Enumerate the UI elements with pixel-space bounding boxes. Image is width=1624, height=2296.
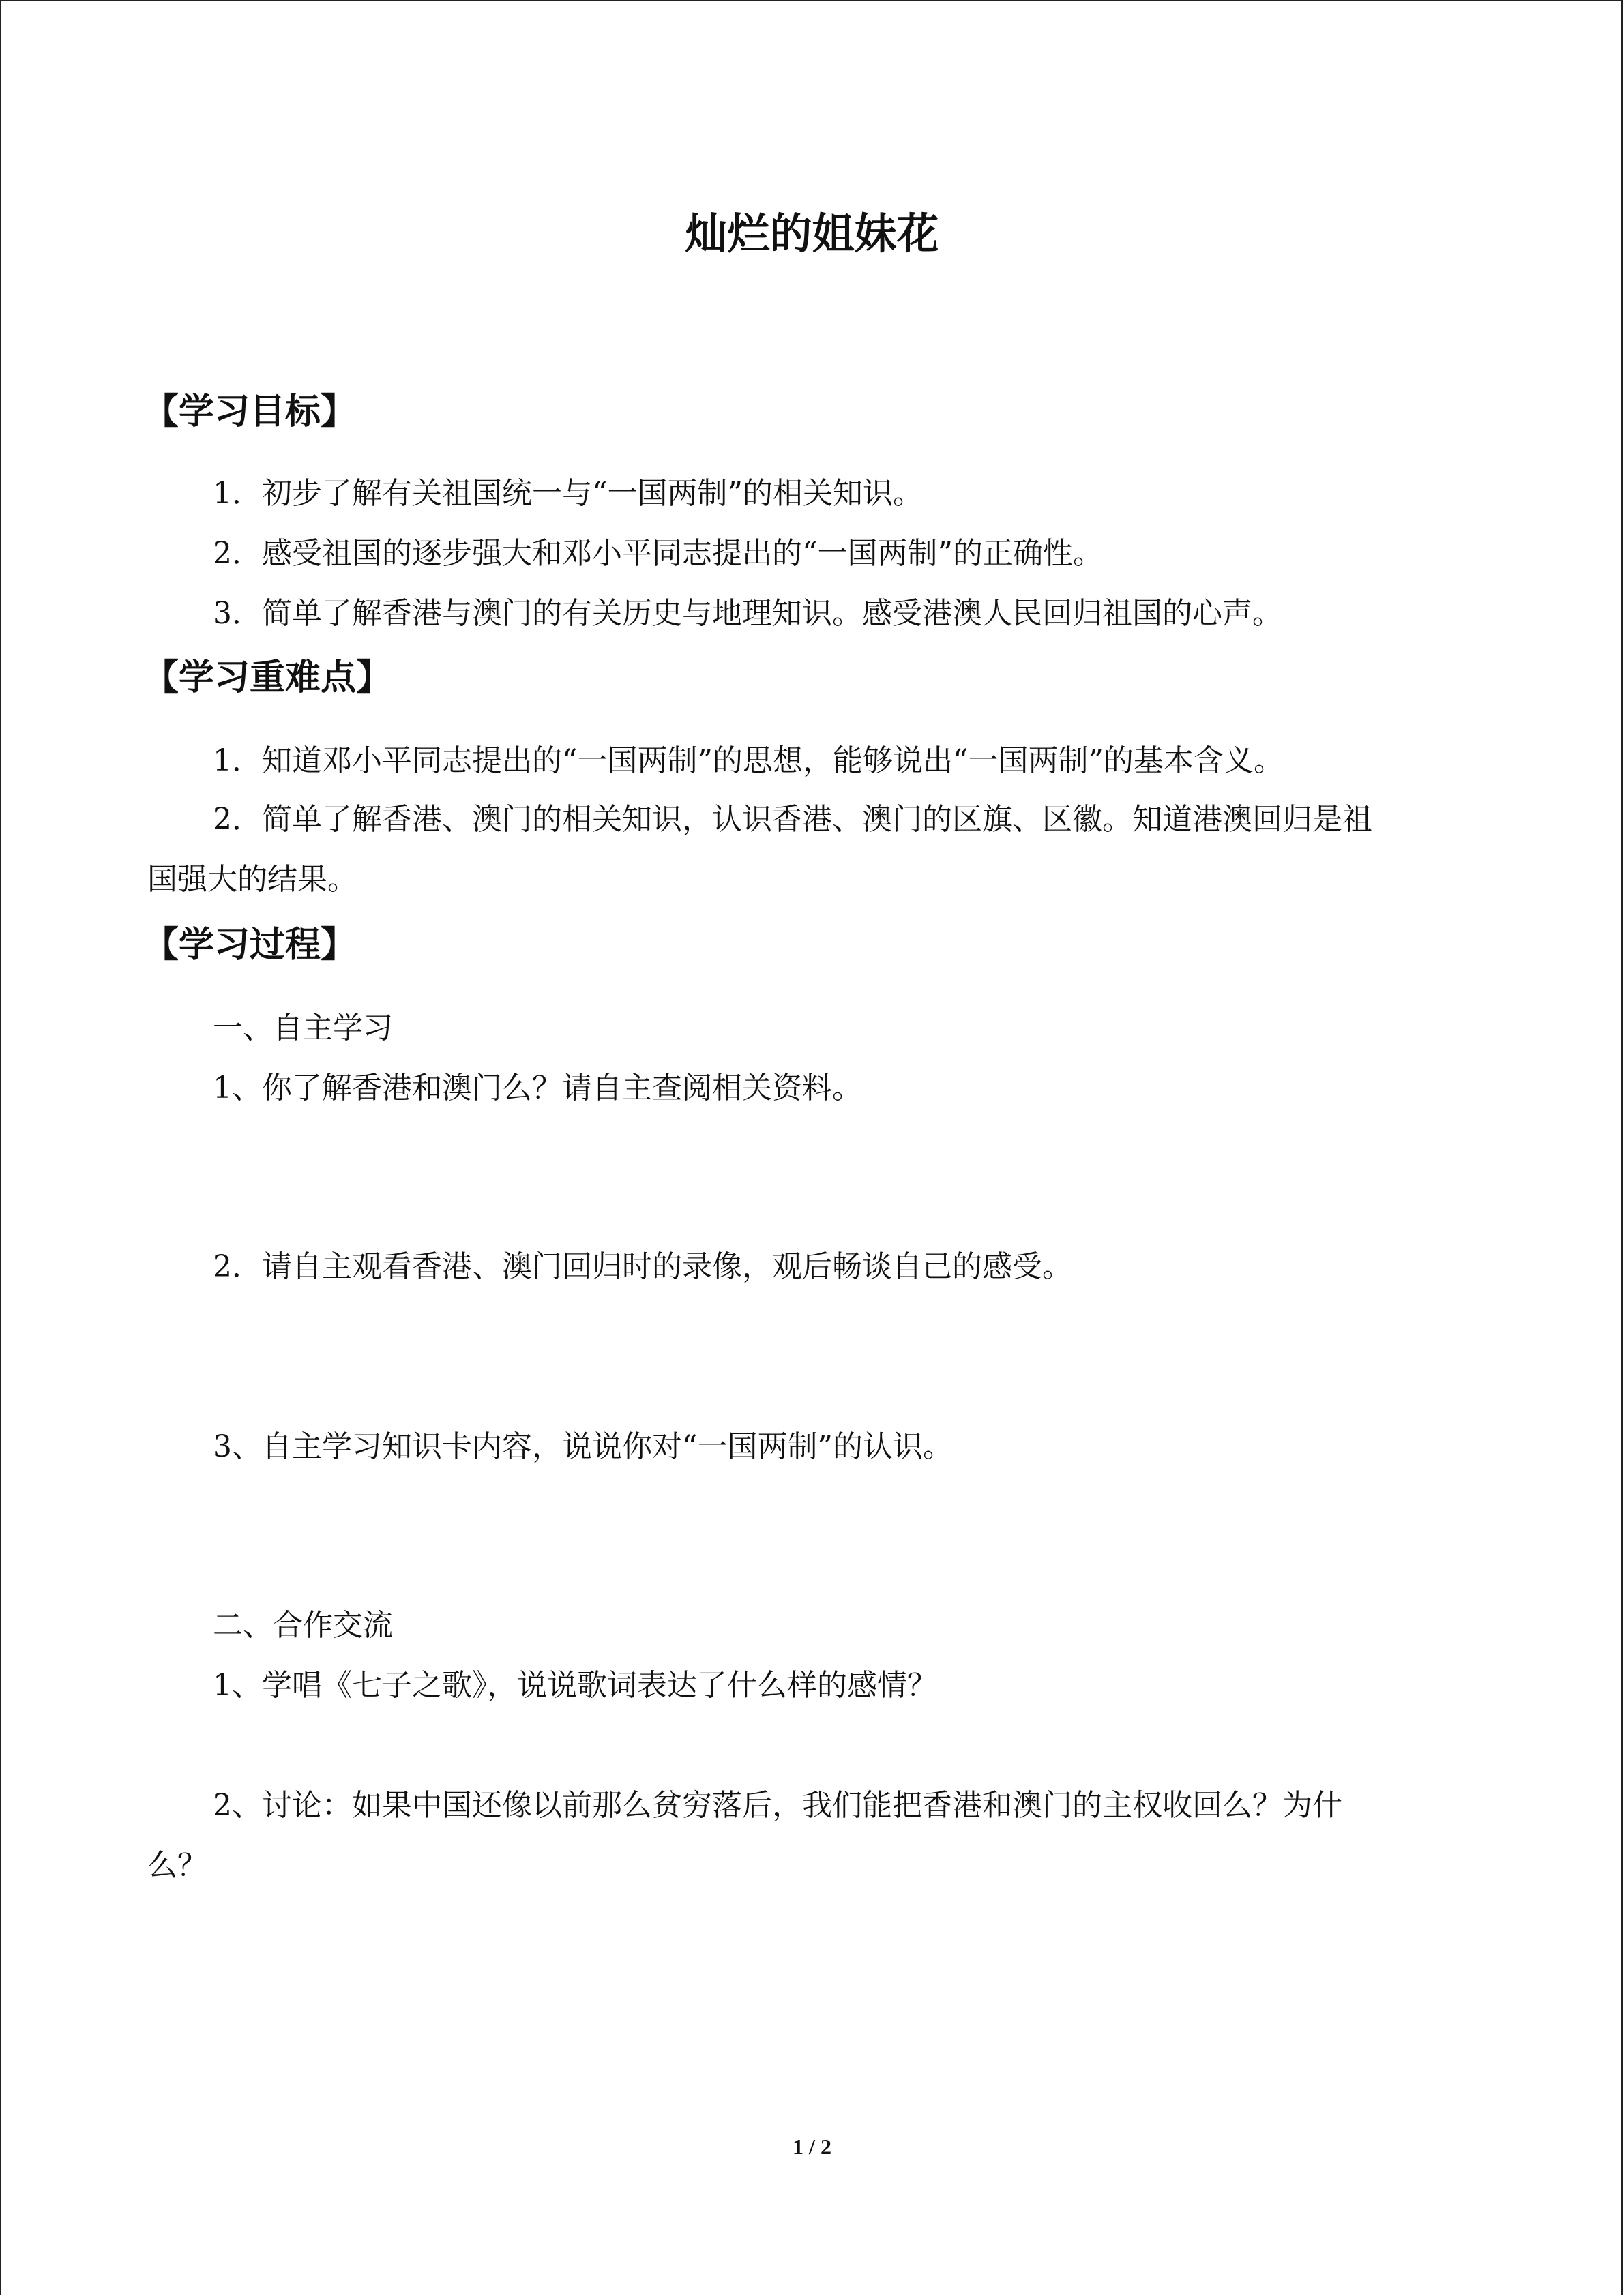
section-heading-keypoints: 【学习重难点】 xyxy=(143,657,392,698)
goal-item-2: 2．感受祖国的逐步强大和邓小平同志提出的“一国两制”的正确性。 xyxy=(213,536,1103,571)
part2-item-1: 1、学唱《七子之歌》，说说歌词表达了什么样的感情？ xyxy=(213,1668,937,1703)
keypoint-item-2-continued: 国强大的结果。 xyxy=(147,862,357,897)
part2-item-2-continued: 么？ xyxy=(147,1848,207,1883)
page-title: 灿烂的姐妹花 xyxy=(685,209,939,258)
part2-item-2: 2、讨论：如果中国还像以前那么贫穷落后，我们能把香港和澳门的主权收回么？为什 xyxy=(213,1788,1342,1823)
section-heading-process: 【学习过程】 xyxy=(143,925,357,966)
keypoint-item-2: 2．简单了解香港、澳门的相关知识，认识香港、澳门的区旗、区徽。知道港澳回归是祖 xyxy=(213,802,1372,837)
page-number: 1 / 2 xyxy=(793,2134,831,2159)
section-heading-goals: 【学习目标】 xyxy=(143,391,357,432)
goal-item-3: 3．简单了解香港与澳门的有关历史与地理知识。感受港澳人民回归祖国的心声。 xyxy=(213,596,1282,631)
part1-item-2: 2．请自主观看香港、澳门回归时的录像，观后畅谈自己的感受。 xyxy=(213,1249,1072,1284)
keypoint-item-1: 1．知道邓小平同志提出的“一国两制”的思想，能够说出“一国两制”的基本含义。 xyxy=(213,743,1284,778)
part1-item-1: 1、你了解香港和澳门么？请自主查阅相关资料。 xyxy=(213,1071,862,1105)
part2-title: 二、合作交流 xyxy=(213,1608,393,1643)
part1-title: 一、自主学习 xyxy=(213,1011,393,1045)
goal-item-1: 1．初步了解有关祖国统一与“一国两制”的相关知识。 xyxy=(213,476,923,511)
part1-item-3: 3、自主学习知识卡内容，说说你对“一国两制”的认识。 xyxy=(213,1429,953,1464)
